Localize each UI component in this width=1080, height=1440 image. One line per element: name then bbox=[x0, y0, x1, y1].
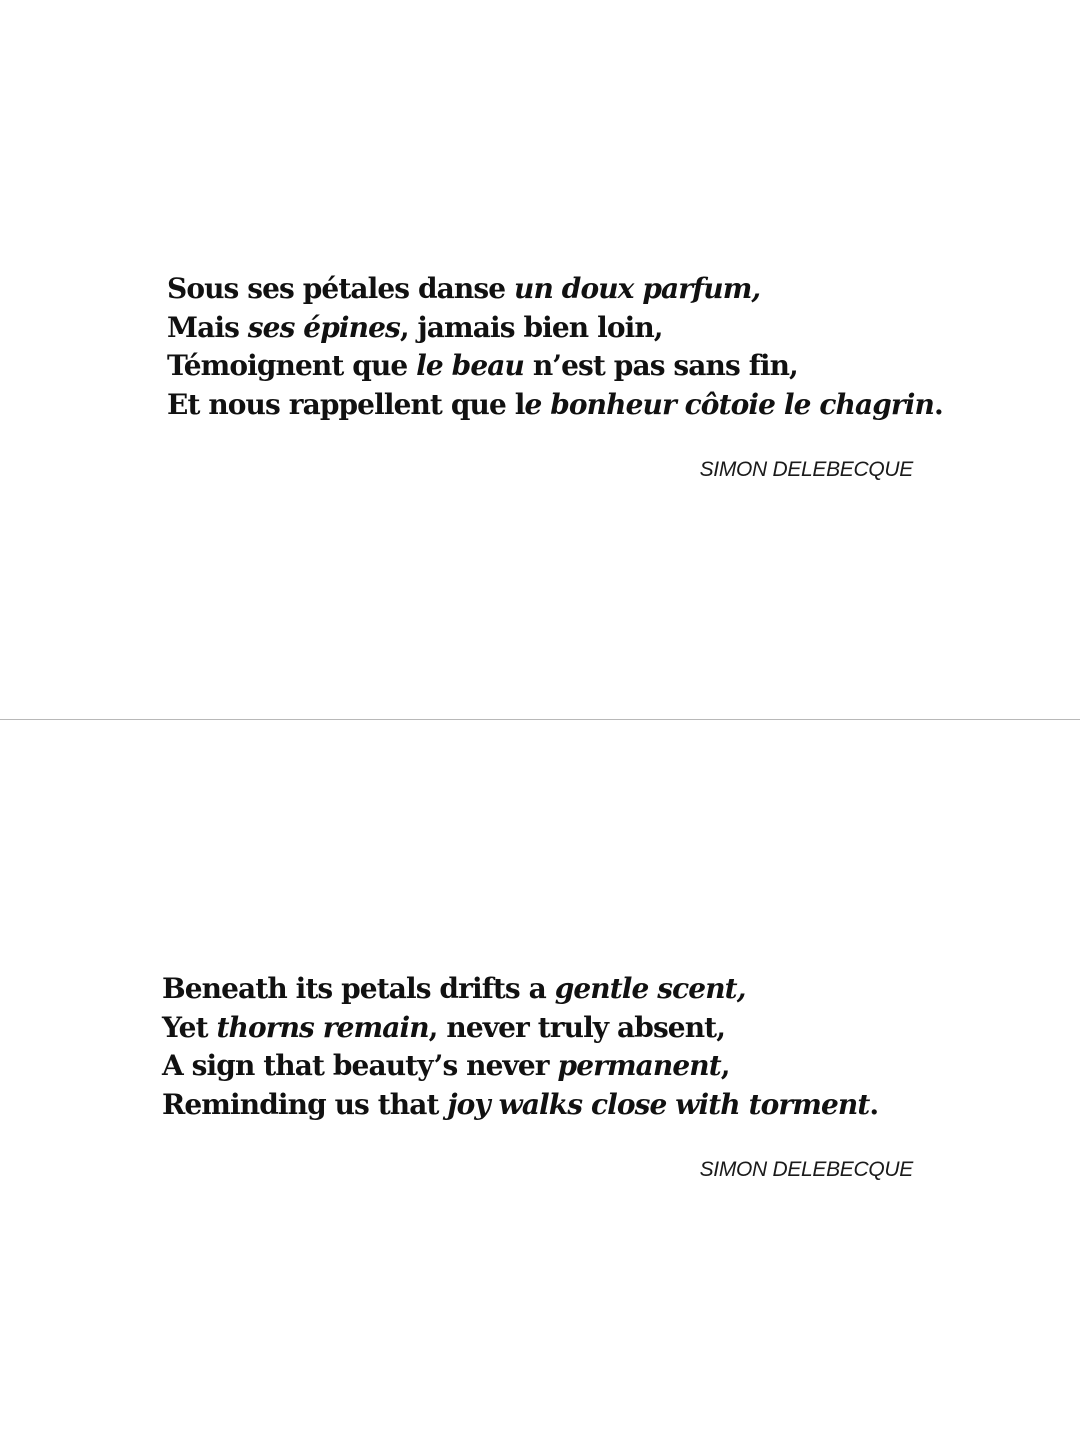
poem-segment-italic: permanent bbox=[557, 1049, 721, 1082]
poem-line bbox=[162, 1047, 878, 1086]
poem-segment: Sous ses pétales danse bbox=[167, 272, 514, 305]
poem-segment: Et nous rappellent que l bbox=[167, 387, 525, 421]
poem-segment: , jamais bien loin, bbox=[399, 310, 663, 344]
poem-line bbox=[162, 1009, 878, 1048]
poem-line bbox=[167, 270, 943, 309]
poem-segment: , never truly absent, bbox=[428, 1010, 726, 1044]
poem-segment: . bbox=[869, 1087, 879, 1121]
poem-segment-italic: e bonheur côtoie le chagrin bbox=[524, 387, 934, 421]
poem-segment-italic: ses épines bbox=[247, 310, 400, 344]
author-name: SIMON DELEBECQUE bbox=[699, 1158, 913, 1181]
french-poem-panel bbox=[0, 0, 1080, 719]
poem-segment-italic: thorns remain bbox=[216, 1010, 429, 1044]
poem-segment: A sign that beauty’s never bbox=[162, 1049, 558, 1082]
english-poem-stanza bbox=[162, 970, 878, 1124]
poem-line bbox=[167, 386, 943, 425]
poem-segment-italic: gentle scent, bbox=[554, 972, 746, 1005]
poem-line bbox=[167, 347, 943, 386]
poem-segment: Beneath its petals drifts a bbox=[162, 972, 555, 1005]
poem-segment: Yet bbox=[162, 1010, 217, 1044]
poem-segment-italic: un doux parfum, bbox=[514, 272, 761, 305]
poem-segment: Reminding us that bbox=[162, 1087, 448, 1121]
poem-segment: n’est pas sans fin, bbox=[523, 349, 798, 382]
poem-segment: . bbox=[933, 387, 943, 421]
poem-segment: Mais bbox=[167, 310, 248, 344]
poem-segment-italic: le beau bbox=[416, 349, 524, 382]
poem-line bbox=[167, 309, 943, 348]
poem-segment: Témoignent que bbox=[167, 349, 417, 382]
poem-segment: , bbox=[720, 1049, 730, 1082]
poem-line bbox=[162, 1086, 878, 1125]
poem-line bbox=[162, 970, 878, 1009]
poem-segment-italic: joy walks close with torment bbox=[447, 1087, 870, 1121]
english-poem-panel bbox=[0, 720, 1080, 1439]
author-name: SIMON DELEBECQUE bbox=[699, 458, 913, 481]
french-poem-stanza bbox=[167, 270, 943, 424]
